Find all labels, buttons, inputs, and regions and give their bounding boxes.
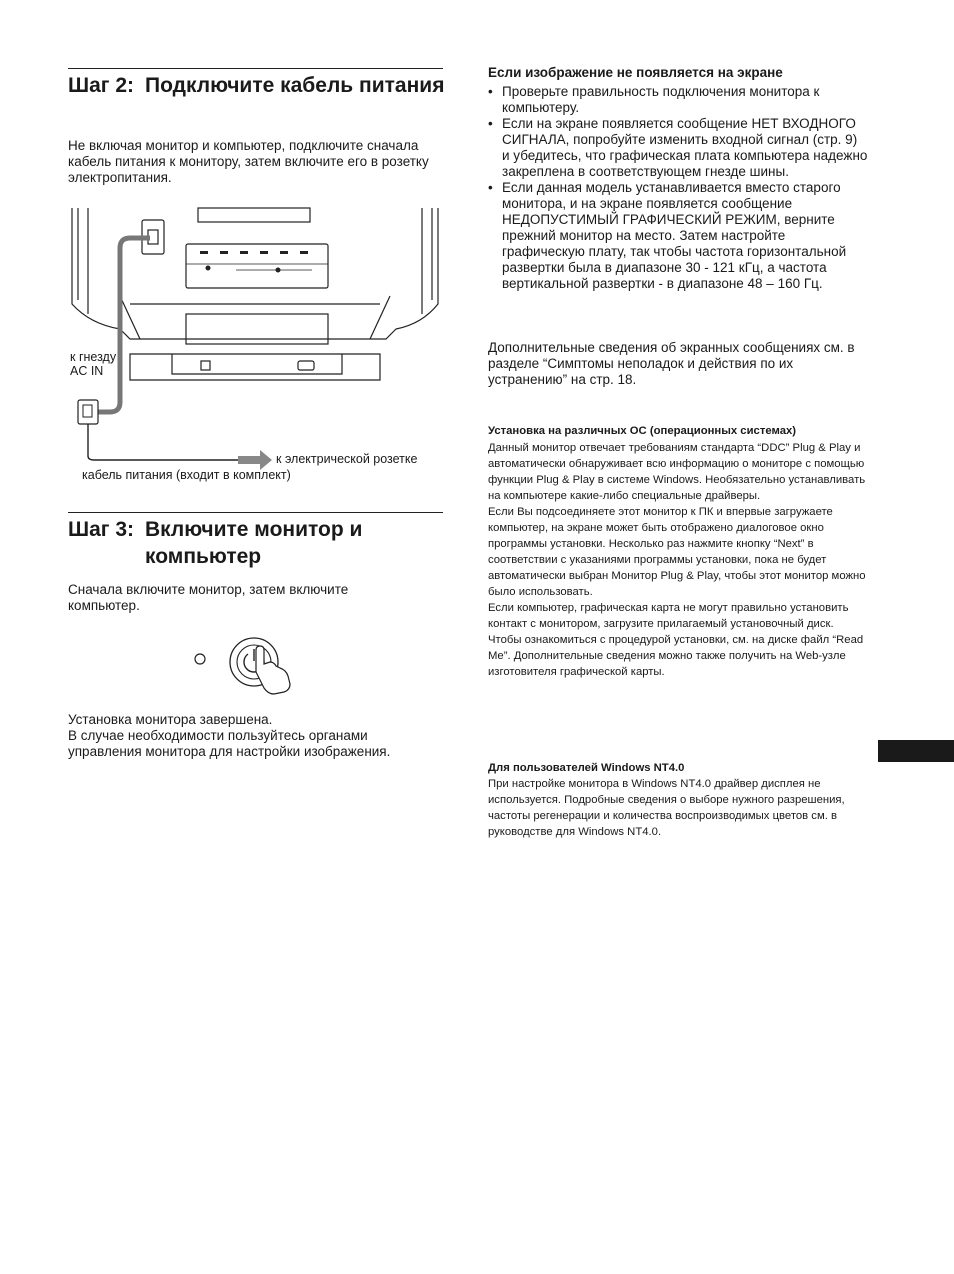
os-install-text: Данный монитор отвечает требованиям стандарта “DDC” Plug & Play и автоматически обнаруживает всю информацию о мониторе с помощью функции Plug & Play в системе Windows. Необязательно устанавливать на компьютере какие-либо специальные драйверы. Если Вы подсоединяете этот монитор к ПК и впервые загружаете компьютер, на экране может быть отображено диалоговое окно программы установки. Несколько раз нажмите кнопку “Next” в соответствии с указаниями программы установки, пока не будет автоматически выбран Монитор Plug & Play, чтобы этот монитор можно было использовать. Если компьютер, графическая карта не могут правильно установить контакт с монитором, загрузите прилагаемый установочный диск. Чтобы ознакомиться с процедурой установки, см. на диске файл “Read Me”. Дополнительные сведения можно также получить на Web-узле изготовителя графической карты. bbox=[488, 442, 866, 678]
step3-title: Включите монитор и компьютер bbox=[145, 518, 363, 568]
label-ac-in: к гнезду AC IN bbox=[70, 350, 117, 378]
label-power-cable: кабель питания (входит в комплект) bbox=[82, 468, 291, 482]
os-install-heading: Установка на различных ОС (операционных системах) bbox=[488, 425, 797, 437]
power-indicator-icon bbox=[195, 654, 205, 664]
section-tab-marker bbox=[878, 740, 954, 762]
step2-title: Подключите кабель питания bbox=[145, 74, 445, 97]
list-item: • Проверьте правильность подключения монитора к компьютеру. bbox=[488, 84, 820, 115]
more-info-text: Дополнительные сведения об экранных сообщениях см. в разделе “Симптомы неполадок и действия по их устранению” на стр. 18. bbox=[488, 340, 855, 387]
monitor-rear-casing bbox=[72, 208, 438, 339]
no-image-list bbox=[488, 84, 868, 292]
list-item: • Если данная модель устанавливается вместо старого монитора, и на экране появляется сообщение НЕДОПУСТИМЫЙ ГРАФИЧЕСКИЙ РЕЖИМ, верните прежний монитор на место. Затем настройте графическую плату, так чтобы частота горизонтальной развертки была в диапазоне 30 - 121 кГц, а частота вертикальной развертки - в диапазоне 48 – 160 Гц. bbox=[488, 180, 847, 291]
outlet-arrow bbox=[238, 450, 272, 470]
power-button-figure bbox=[190, 632, 300, 698]
label-outlet: к электрической розетке bbox=[276, 452, 418, 466]
step2-top-rule bbox=[68, 68, 443, 69]
nt-text: При настройке монитора в Windows NT4.0 драйвер дисплея не используется. Подробные сведения о выборе нужного разрешения, частоты регенерации и количества воспроизводимых цветов см. в руководстве для Windows NT4.0. bbox=[488, 778, 845, 838]
power-cable-figure bbox=[60, 204, 450, 489]
cable-plug bbox=[78, 400, 98, 424]
step3-text: Сначала включите монитор, затем включите компьютер. bbox=[68, 582, 349, 613]
step2-text: Не включая монитор и компьютер, подключите сначала кабель питания к монитору, затем включите его в розетку электропитания. bbox=[68, 138, 429, 185]
step3-heading bbox=[68, 516, 443, 572]
step2-number: Шаг 2: bbox=[68, 74, 135, 97]
step2-heading bbox=[68, 72, 443, 128]
step3-number: Шаг 3: bbox=[68, 518, 135, 541]
nt-heading: Для пользователей Windows NT4.0 bbox=[488, 762, 685, 774]
hand-pointer-icon bbox=[256, 646, 290, 694]
list-item: • Если на экране появляется сообщение НЕТ ВХОДНОГО СИГНАЛА, попробуйте изменить входной сигнал (стр. 9) и убедитесь, что графическая плата компьютера надежно закреплена в соответствующем гнезде шины. bbox=[488, 116, 868, 179]
no-image-heading: Если изображение не появляется на экране bbox=[488, 65, 783, 80]
step3-top-rule bbox=[68, 512, 443, 513]
install-complete: Установка монитора завершена. В случае необходимости пользуйтесь органами управления монитора для настройки изображения. bbox=[68, 712, 391, 759]
